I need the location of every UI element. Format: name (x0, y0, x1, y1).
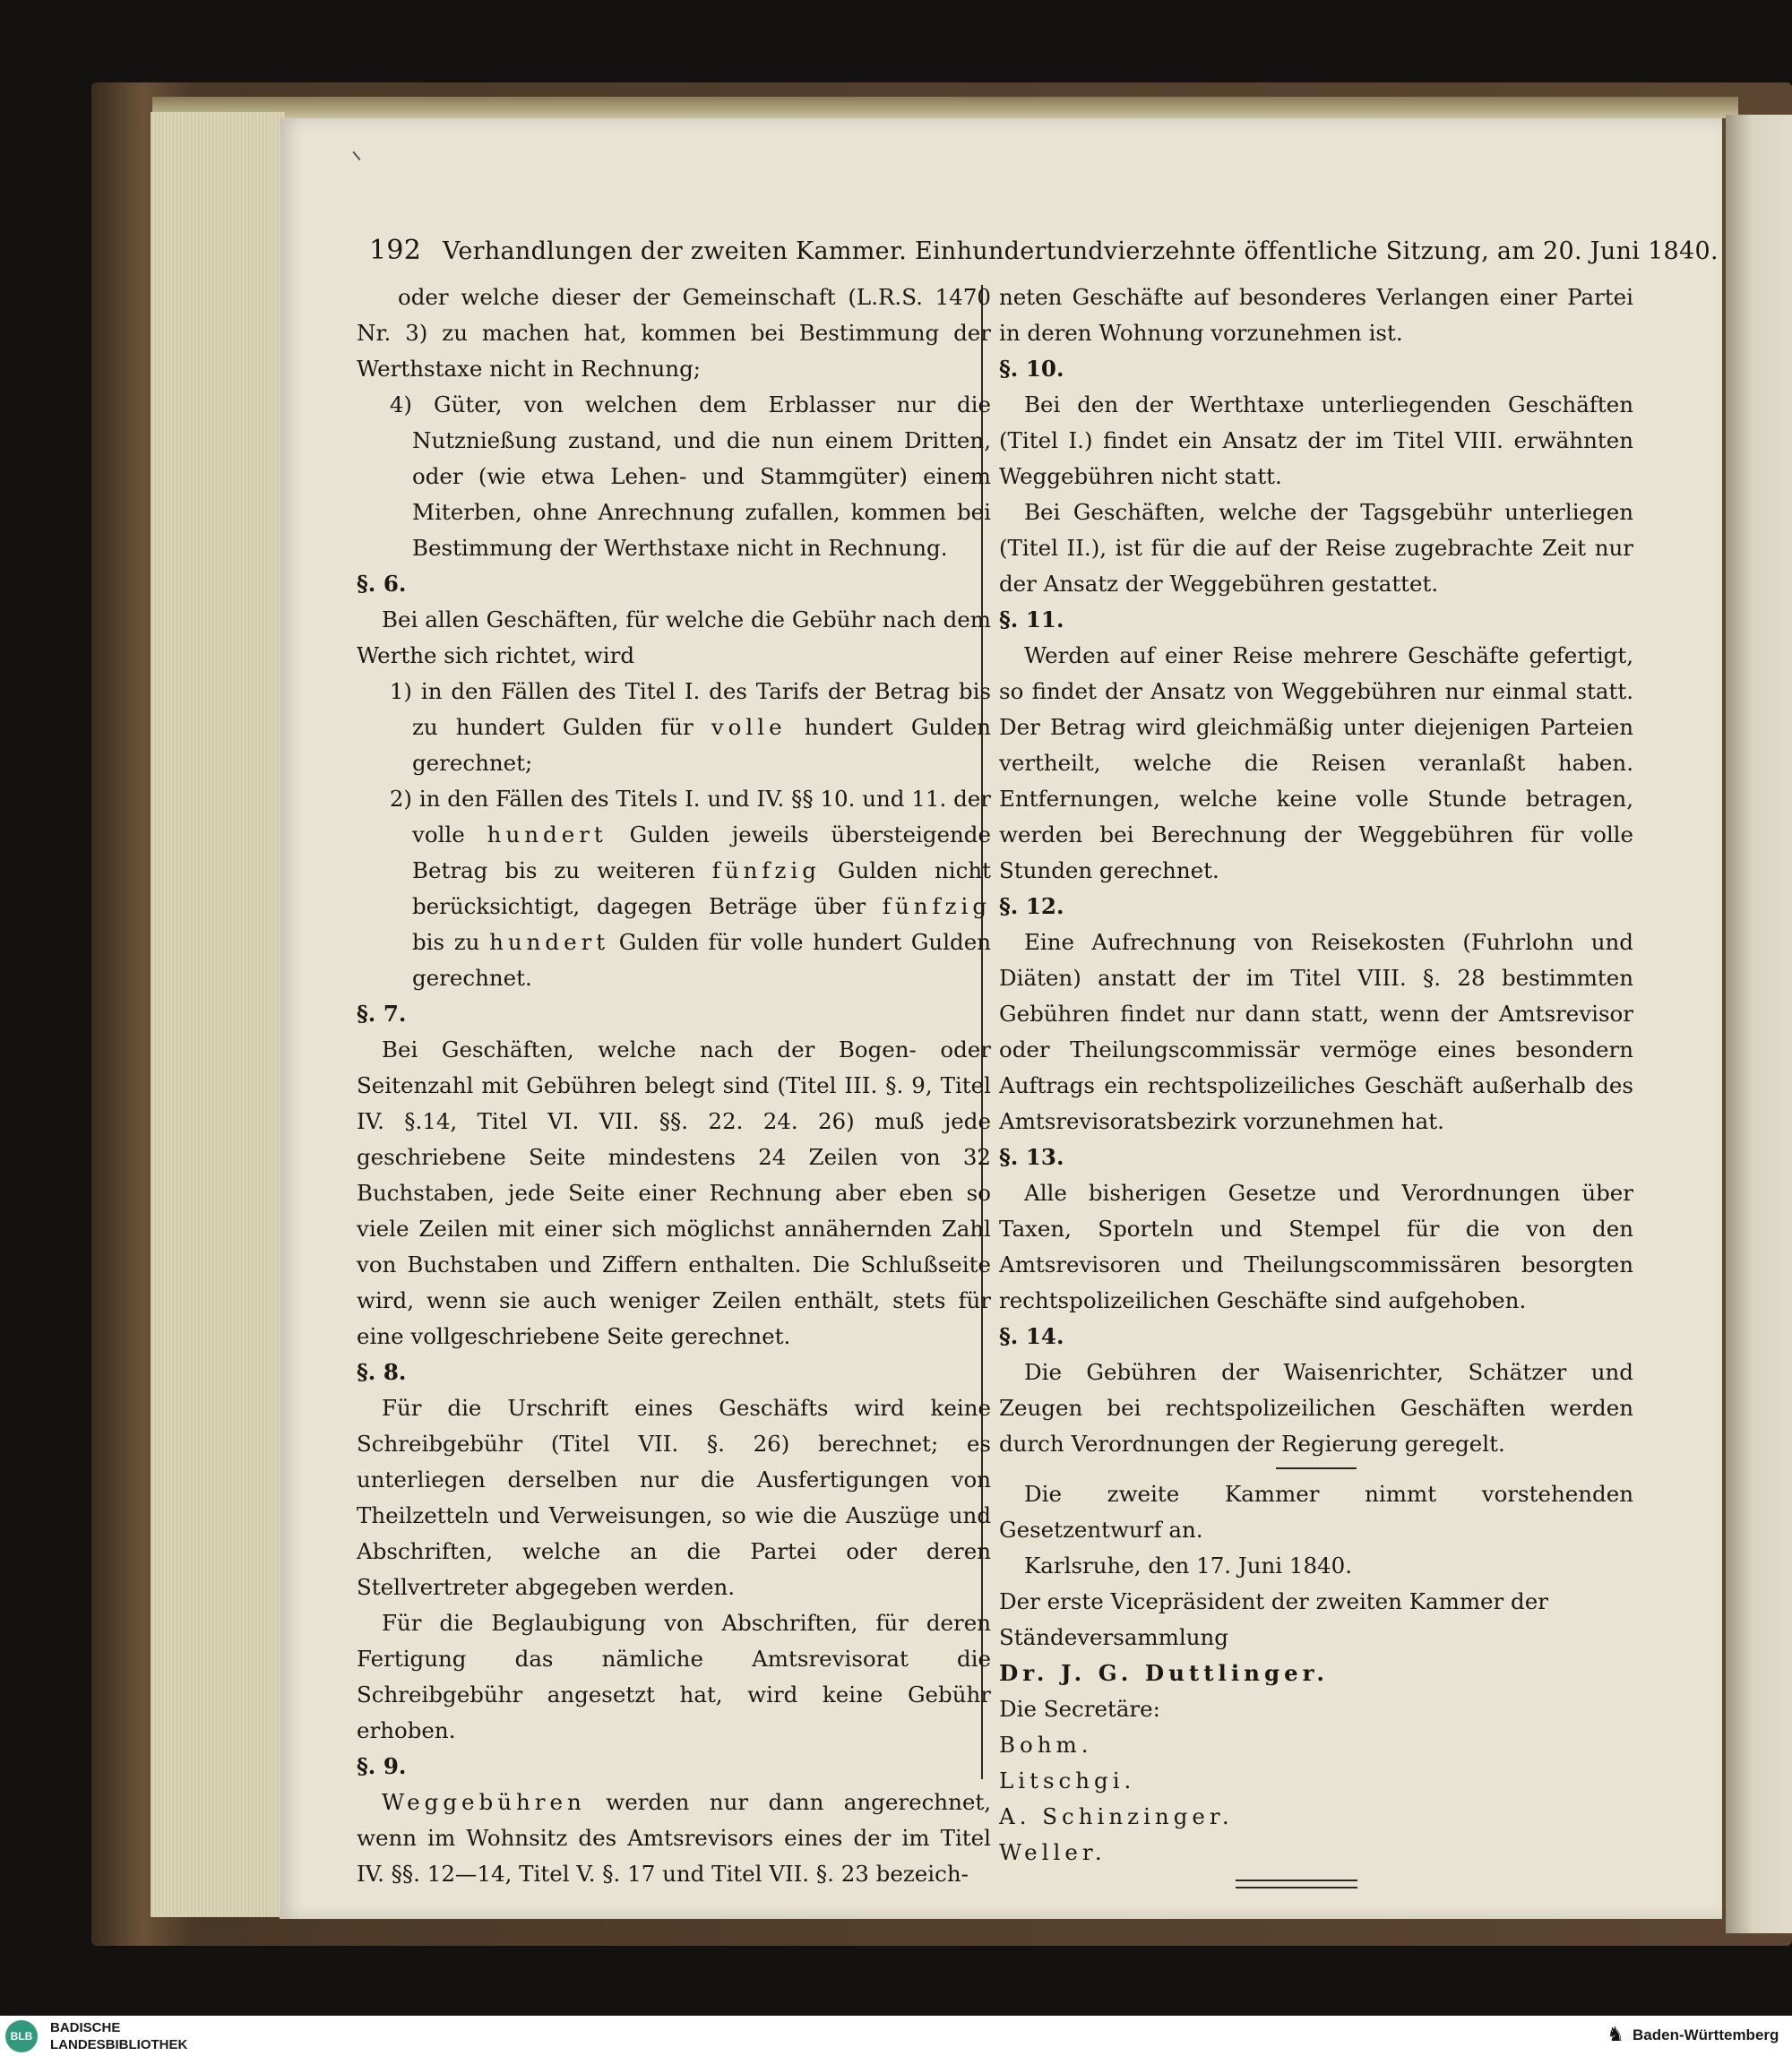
paragraph: Bei den der Werthtaxe unterliegenden Geschäften (Titel I.) findet ein Ansatz der im Titel VIII. erwähnten Weggebühren nicht statt. (999, 391, 1633, 489)
paragraph: Bei allen Geschäften, für welche die Gebühr nach dem Werthe sich richtet, wird (357, 606, 991, 668)
section-heading-6: §. 6. (357, 571, 407, 597)
section-heading-12: §. 12. (999, 893, 1064, 919)
paragraph: neten Geschäfte auf besonderes Verlangen einer Partei in deren Wohnung vorzunehmen ist. (999, 284, 1633, 346)
secretary-name: A. Schinzinger. (999, 1803, 1234, 1829)
stag-arms-icon[interactable]: ♞ (1607, 2024, 1624, 2046)
section-heading-9: §. 9. (357, 1753, 407, 1779)
list-item-4: 4) Güter, von welchen dem Erblasser nur die Nutznießung zustand, und die nun einem Dritten, oder (wie etwa Lehen- und Stammgüter) einem Miterben, ohne Anrechnung zufallen, kommen bei Bestimmung der Werthstaxe nicht in Rechnung. (389, 391, 991, 561)
section-heading-7: §. 7. (357, 1001, 407, 1027)
paragraph: Bei Geschäften, welche nach der Bogen- oder Seitenzahl mit Gebühren belegt sind (Titel III. §. 9, Titel IV. §.14, Titel VI. VII. §§. 22. 24. 26) muß jede geschriebene Seite mindestens 24 Zeilen von 32 Buchstaben, jede Seite einer Rechnung aber eben so viele Zeilen mit einer sich möglichst annähernden Zahl von Buchstaben und Ziffern enthalten. Die Schlußseite wird, wenn sie auch weniger Zeilen enthält, stets für eine vollgeschriebene Seite gerechnet. (357, 1037, 991, 1349)
section-heading-11: §. 11. (999, 606, 1064, 632)
paragraph: Weggebühren werden nur dann angerechnet, wenn im Wohnsitz des Amtsrevisors eines der im Titel IV. §§. 12—14, Titel V. §. 17 und Titel VII. §. 23 bezeich- (357, 1789, 991, 1887)
paragraph: Werden auf einer Reise mehrere Geschäfte gefertigt, so findet der Ansatz von Weggebühren nur einmal statt. Der Betrag wird gleichmäßig unter diejenigen Parteien vertheilt, welche die Reisen veranlaßt haben. Entfernungen, welche keine volle Stunde betragen, werden bei Berechnung der Weggebühren für volle Stunden gerechnet. (999, 642, 1633, 883)
section-heading-8: §. 8. (357, 1359, 407, 1385)
closing-statement: Die zweite Kammer nimmt vorstehenden Gesetzentwurf an. (999, 1481, 1633, 1543)
secretary-name: Litschgi. (999, 1768, 1136, 1794)
stacked-page-edges (151, 112, 285, 1917)
section-heading-13: §. 13. (999, 1144, 1064, 1170)
list-item-2: 2) in den Fällen des Titels I. und IV. §§ 10. und 11. der volle hundert Gulden jeweils übersteigende Betrag bis zu weiteren fünfzig Gulden nicht berücksichtigt, dagegen Beträge über fünfzig bis zu hundert Gulden für volle hundert Gulden gerechnet. (389, 786, 992, 991)
paragraph: oder welche dieser der Gemeinschaft (L.R.S. 1470 Nr. 3) zu machen hat, kommen bei Bestimmung der Werthstaxe nicht in Rechnung; (357, 284, 991, 382)
paragraph: Für die Urschrift eines Geschäfts wird keine Schreibgebühr (Titel VII. §. 26) berechnet; es unterliegen derselben nur die Ausfertigungen von Theilzetteln und Verweisungen, so wie die Auszüge und Abschriften, welche an die Partei oder deren Stellvertreter abgegeben werden. (357, 1395, 991, 1600)
running-title: Verhandlungen der zweiten Kammer. Einhundertundvierzehnte öffentliche Sitzung, am 20. Juni 1840. (443, 237, 1719, 265)
right-column (999, 280, 1633, 1888)
vice-president-title: Der erste Vicepräsident der zweiten Kammer der (999, 1588, 1548, 1614)
section-heading-14: §. 14. (999, 1323, 1064, 1349)
secretary-name: Bohm. (999, 1732, 1093, 1758)
paragraph: Die Gebühren der Waisenrichter, Schätzer und Zeugen bei rechtspolizeilichen Geschäften werden durch Verordnungen der Regierung geregelt. (999, 1359, 1633, 1457)
running-head (369, 231, 1719, 271)
left-column (357, 280, 991, 1892)
secretary-name: Weller. (999, 1839, 1107, 1865)
footer-bar (0, 2016, 1792, 2056)
library-name[interactable]: BADISCHE LANDESBIBLIOTHEK (50, 2020, 188, 2052)
blb-logo-icon[interactable]: BLB (5, 2020, 38, 2052)
secretaries-title: Die Secretäre: (999, 1696, 1160, 1722)
paragraph: Alle bisherigen Gesetze und Verordnungen über Taxen, Sporteln und Stempel für die von den Amtsrevisoren und Theilungscommissären besorgten rechtspolizeilichen Geschäfte sind aufgehoben. (999, 1180, 1633, 1313)
facing-page-edge (1726, 115, 1792, 1933)
page-top-edge (152, 97, 1738, 118)
paragraph: Für die Beglaubigung von Abschriften, für deren Fertigung das nämliche Amtsrevisorat die Schreibgebühr angesetzt hat, wird keine Gebühr erhoben. (357, 1610, 991, 1743)
place-date: Karlsruhe, den 17. Juni 1840. (1024, 1553, 1353, 1579)
section-heading-10: §. 10. (999, 356, 1064, 382)
paragraph: Eine Aufrechnung von Reisekosten (Fuhrlohn und Diäten) anstatt der im Titel VIII. §. 28 bestimmten Gebühren findet nur dann statt, wenn der Amtsrevisor oder Theilungscommissär vermöge eines besondern Auftrags ein rechtspolizeiliches Geschäft außerhalb des Amtsrevisoratsbezirk vorzunehmen hat. (999, 929, 1633, 1134)
page-number: 192 (369, 235, 422, 266)
separator-rule (1276, 1467, 1357, 1469)
list-item-1: 1) in den Fällen des Titel I. des Tarifs der Betrag bis zu hundert Gulden für volle hundert Gulden gerechnet; (389, 678, 991, 776)
vice-president-name: Dr. J. G. Duttlinger. (999, 1660, 1329, 1686)
paragraph: Bei Geschäften, welche der Tagsgebühr unterliegen (Titel II.), ist für die auf der Reise zugebrachte Zeit nur der Ansatz der Weggebühren gestattet. (999, 499, 1633, 597)
vice-president-title-cont: Ständeversammlung (999, 1624, 1228, 1650)
state-name[interactable]: Baden-Württemberg (1633, 2026, 1779, 2043)
end-rule (1236, 1880, 1357, 1888)
